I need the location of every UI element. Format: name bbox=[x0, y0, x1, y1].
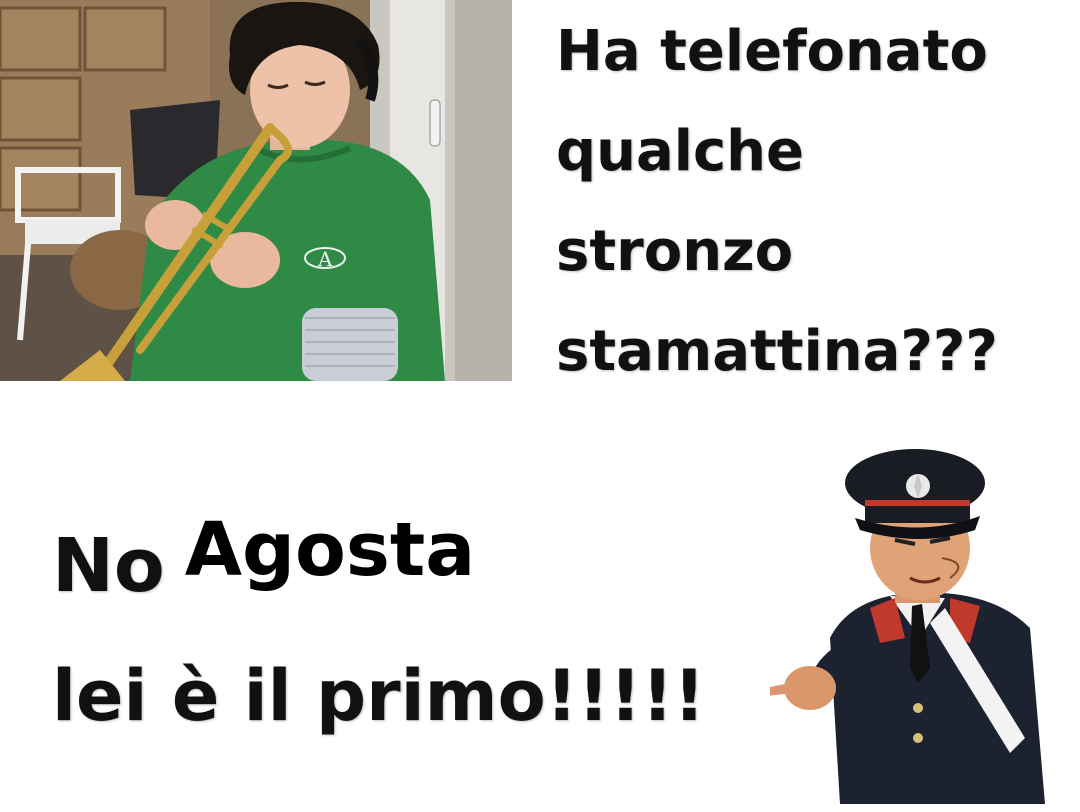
question-line-3: stronzo bbox=[556, 219, 794, 284]
answer-line-2: lei è il primo!!!!! bbox=[52, 655, 706, 737]
question-line-1: Ha telefonato bbox=[556, 19, 988, 84]
question-line-4: stamattina??? bbox=[556, 319, 998, 384]
answer-name: Agosta bbox=[184, 507, 476, 593]
carabiniere-cartoon bbox=[770, 438, 1070, 804]
hoodie-logo-icon: A bbox=[318, 247, 333, 271]
answer-prefix: No bbox=[52, 523, 165, 609]
question-line-2: qualche bbox=[556, 119, 804, 184]
answer-line-1 bbox=[52, 507, 476, 612]
cartoon-drawing bbox=[770, 438, 1070, 804]
photo-drawing bbox=[0, 0, 512, 381]
question-caption bbox=[556, 20, 1056, 400]
trumpet-player-photo bbox=[0, 0, 512, 381]
